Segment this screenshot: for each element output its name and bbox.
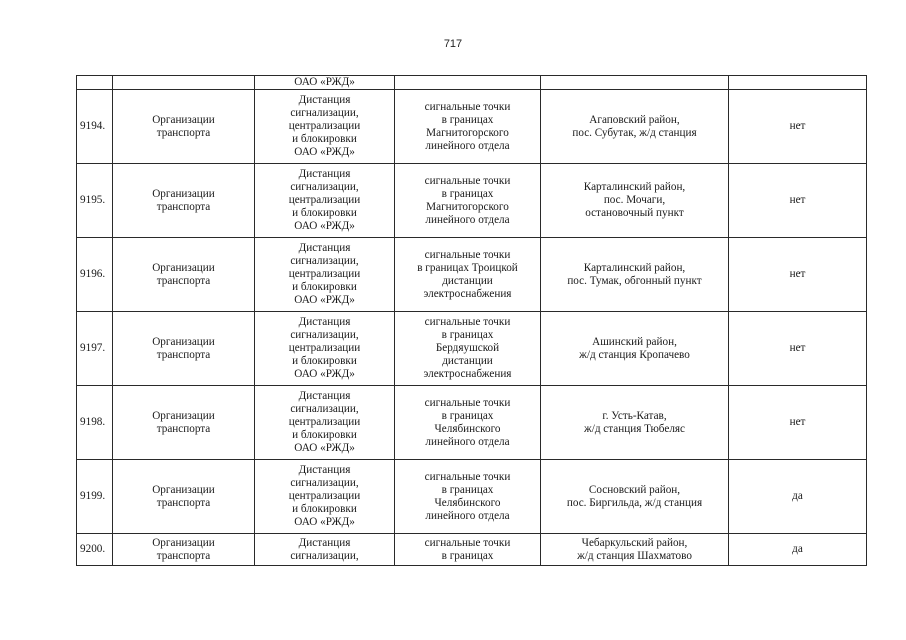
organization-cell-line: и блокировки: [292, 503, 357, 515]
points-cell-line: электроснабжения: [423, 287, 512, 300]
row-number: [77, 386, 113, 460]
category-cell-line: транспорта: [156, 496, 211, 509]
registry-table: [76, 75, 867, 566]
points-cell-line: в границах: [441, 483, 494, 496]
flag-cell-text: нет: [789, 416, 806, 428]
location-cell-line: Сосновский район,: [588, 483, 681, 496]
category-cell-line: Организации: [152, 187, 215, 200]
table-row: [77, 164, 867, 238]
category-cell: [113, 312, 255, 386]
location-cell-line: пос. Мочаги,: [603, 194, 666, 206]
organization-cell: [255, 460, 395, 534]
points-cell-line: линейного отдела: [425, 435, 510, 448]
category-cell-line: транспорта: [156, 549, 211, 562]
location-cell: [541, 76, 729, 90]
table-row: [77, 238, 867, 312]
organization-cell: [255, 534, 395, 566]
organization-cell-line: сигнализации,: [290, 403, 359, 415]
organization-cell-line: сигнализации,: [290, 255, 359, 267]
points-cell-line: сигнальные точки: [424, 470, 511, 483]
organization-cell-line: сигнализации,: [290, 477, 359, 489]
table-row: [77, 386, 867, 460]
organization-cell-line: ОАО «РЖД»: [294, 76, 355, 88]
points-cell-line: Магнитогорского: [426, 126, 509, 139]
location-cell-line: Ашинский район,: [592, 335, 677, 348]
organization-cell: [255, 76, 395, 90]
table-row: [77, 460, 867, 534]
category-cell: [113, 164, 255, 238]
organization-cell: [255, 238, 395, 312]
points-cell-line: электроснабжения: [423, 368, 512, 380]
points-cell: [395, 76, 541, 90]
points-cell-line: сигнальные точки: [424, 174, 511, 187]
organization-cell-line: Дистанция: [298, 316, 351, 328]
flag-cell: [729, 460, 867, 534]
flag-cell-text: нет: [789, 194, 806, 206]
flag-cell: [729, 534, 867, 566]
points-cell-line: сигнальные точки: [424, 316, 511, 328]
organization-cell: [255, 312, 395, 386]
category-cell-line: транспорта: [156, 422, 211, 435]
organization-cell-line: Дистанция: [298, 242, 351, 254]
points-cell-line: Челябинского: [434, 422, 501, 435]
row-number-text: 9198.: [80, 416, 106, 428]
flag-cell-text: нет: [789, 268, 806, 280]
category-cell-line: Организации: [152, 335, 215, 348]
points-cell-line: Бердяушской: [435, 342, 500, 354]
organization-cell-line: Дистанция: [298, 94, 351, 106]
points-cell-line: в границах: [441, 113, 494, 126]
points-cell-line: сигнальные точки: [424, 248, 511, 261]
table-row: [77, 312, 867, 386]
category-cell-line: Организации: [152, 483, 215, 496]
location-cell: [541, 312, 729, 386]
category-cell-line: транспорта: [156, 126, 211, 139]
category-cell: [113, 76, 255, 90]
location-cell-line: Агаповский район,: [589, 113, 680, 126]
category-cell-line: Организации: [152, 113, 215, 126]
page-number: 717: [443, 38, 463, 50]
points-cell: [395, 386, 541, 460]
row-number: [77, 460, 113, 534]
points-cell-line: дистанции: [442, 274, 493, 287]
location-cell-line: г. Усть-Катав,: [602, 409, 667, 422]
location-cell-line: пос. Биргильда, ж/д станция: [566, 496, 703, 509]
flag-cell: [729, 312, 867, 386]
location-cell-line: ж/д станция Тюбеляс: [583, 422, 686, 435]
flag-cell-text: да: [792, 490, 803, 502]
flag-cell: [729, 386, 867, 460]
points-cell-line: в границах: [441, 329, 494, 341]
flag-cell: [729, 76, 867, 90]
organization-cell: [255, 164, 395, 238]
row-number-text: 9195.: [80, 194, 106, 206]
row-number: [77, 312, 113, 386]
organization-cell-line: и блокировки: [292, 281, 357, 293]
organization-cell-line: ОАО «РЖД»: [294, 146, 355, 158]
location-cell-line: Чебаркульский район,: [581, 536, 688, 549]
location-cell-line: остановочный пункт: [585, 207, 684, 219]
category-cell-line: транспорта: [156, 348, 211, 361]
points-cell-line: в границах: [441, 549, 494, 562]
organization-cell-line: Дистанция: [298, 536, 351, 549]
organization-cell-line: и блокировки: [292, 355, 357, 367]
organization-cell-line: централизации: [288, 268, 361, 280]
table-row: [77, 90, 867, 164]
location-cell: [541, 90, 729, 164]
row-number: [77, 238, 113, 312]
organization-cell-line: Дистанция: [298, 464, 351, 476]
organization-cell-line: централизации: [288, 194, 361, 206]
points-cell-line: линейного отдела: [425, 139, 510, 152]
organization-cell-line: централизации: [288, 342, 361, 354]
organization-cell-line: Дистанция: [298, 168, 351, 180]
organization-cell-line: ОАО «РЖД»: [294, 516, 355, 528]
organization-cell-line: и блокировки: [292, 133, 357, 145]
organization-cell: [255, 90, 395, 164]
organization-cell-line: сигнализации,: [290, 549, 359, 562]
category-cell-line: транспорта: [156, 274, 211, 287]
points-cell-line: сигнальные точки: [424, 536, 511, 549]
flag-cell-text: нет: [789, 342, 806, 354]
organization-cell-line: сигнализации,: [290, 107, 359, 119]
category-cell-line: транспорта: [156, 200, 211, 213]
location-cell: [541, 164, 729, 238]
organization-cell-line: сигнализации,: [290, 181, 359, 193]
category-cell-line: Организации: [152, 409, 215, 422]
points-cell: [395, 164, 541, 238]
table-row: [77, 76, 867, 90]
points-cell-line: сигнальные точки: [424, 396, 511, 409]
organization-cell-line: централизации: [288, 416, 361, 428]
location-cell-line: Карталинский район,: [583, 261, 686, 274]
points-cell-line: в границах: [441, 187, 494, 200]
organization-cell-line: ОАО «РЖД»: [294, 368, 355, 380]
category-cell: [113, 386, 255, 460]
location-cell: [541, 534, 729, 566]
flag-cell-text: нет: [789, 120, 806, 132]
points-cell: [395, 534, 541, 566]
organization-cell-line: ОАО «РЖД»: [294, 442, 355, 454]
location-cell-line: пос. Тумак, обгонный пункт: [567, 274, 702, 287]
row-number: [77, 164, 113, 238]
location-cell-line: ж/д станция Шахматово: [577, 549, 692, 562]
organization-cell-line: и блокировки: [292, 207, 357, 219]
table-row: [77, 534, 867, 566]
row-number-text: 9194.: [80, 120, 106, 132]
points-cell-line: Челябинского: [434, 496, 501, 509]
flag-cell: [729, 238, 867, 312]
category-cell: [113, 90, 255, 164]
location-cell-line: пос. Субутак, ж/д станция: [572, 126, 697, 139]
points-cell-line: дистанции: [442, 355, 493, 367]
category-cell: [113, 460, 255, 534]
location-cell: [541, 238, 729, 312]
points-cell-line: сигнальные точки: [424, 100, 511, 113]
row-number: [77, 76, 113, 90]
flag-cell: [729, 90, 867, 164]
points-cell-line: Магнитогорского: [426, 200, 509, 213]
organization-cell-line: сигнализации,: [290, 329, 359, 341]
row-number-text: 9196.: [80, 268, 106, 280]
category-cell-line: Организации: [152, 536, 215, 549]
points-cell-line: в границах Троицкой: [417, 261, 518, 274]
points-cell-line: линейного отдела: [425, 213, 510, 226]
location-cell: [541, 386, 729, 460]
row-number-text: 9197.: [80, 342, 106, 354]
location-cell: [541, 460, 729, 534]
organization-cell-line: ОАО «РЖД»: [294, 294, 355, 306]
organization-cell: [255, 386, 395, 460]
category-cell-line: Организации: [152, 261, 215, 274]
organization-cell-line: централизации: [288, 490, 361, 502]
points-cell: [395, 238, 541, 312]
location-cell-line: Карталинский район,: [583, 181, 686, 193]
points-cell-line: линейного отдела: [425, 509, 510, 522]
points-cell-line: в границах: [441, 409, 494, 422]
row-number-text: 9199.: [80, 490, 106, 502]
flag-cell-text: да: [792, 543, 803, 555]
row-number-text: 9200.: [80, 543, 106, 555]
flag-cell: [729, 164, 867, 238]
location-cell-line: ж/д станция Кропачево: [579, 348, 690, 361]
organization-cell-line: Дистанция: [298, 390, 351, 402]
organization-cell-line: централизации: [288, 120, 361, 132]
organization-cell-line: и блокировки: [292, 429, 357, 441]
category-cell: [113, 238, 255, 312]
points-cell: [395, 460, 541, 534]
row-number: [77, 90, 113, 164]
category-cell: [113, 534, 255, 566]
points-cell: [395, 90, 541, 164]
organization-cell-line: ОАО «РЖД»: [294, 220, 355, 232]
row-number: [77, 534, 113, 566]
points-cell: [395, 312, 541, 386]
